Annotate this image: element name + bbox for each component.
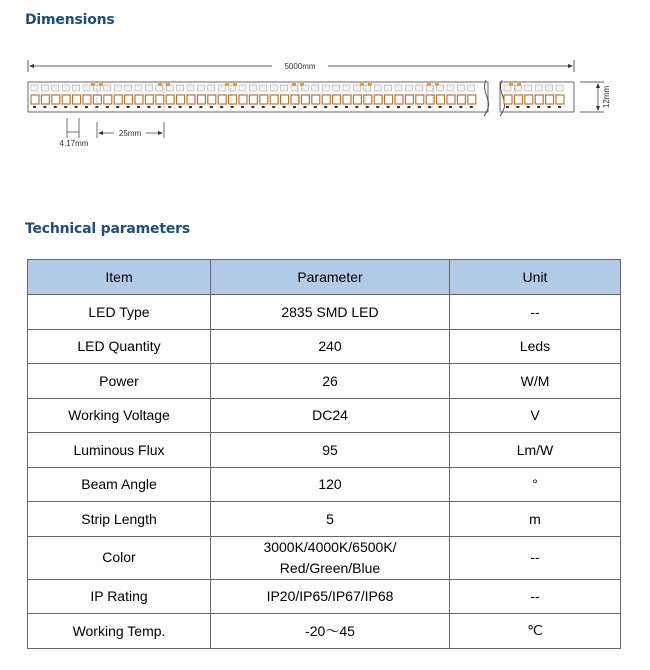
table-row [28,502,621,537]
resistor [428,106,431,108]
led-chip-top [343,85,350,91]
resistor [345,106,348,108]
led-strip-dimension-diagram [0,50,650,160]
led-chip [514,95,522,104]
resistor [127,106,130,108]
cell-parameter [211,295,450,330]
cell-unit: m [450,502,621,537]
led-chip-top [31,85,38,91]
cell-parameter-line: 26 [322,372,338,389]
resistor [106,106,109,108]
resistor [548,106,551,108]
solder-pad [427,83,431,86]
led-chip [145,95,153,104]
led-chip [374,95,382,104]
cell-unit: -- [450,536,621,579]
cut-unit-label: 25mm [118,129,142,138]
led-chip [41,95,49,104]
pitch-label: 4.17mm [59,139,89,148]
led-chip [208,95,216,104]
led-chip [83,95,91,104]
table-row [28,467,621,502]
resistor [251,106,254,108]
table-header-row [28,260,621,295]
led-chip [260,95,268,104]
header-unit: Unit [450,260,621,295]
led-chip [114,95,122,104]
led-chip-top [145,85,152,91]
cell-parameter [211,433,450,468]
resistor [116,106,119,108]
solder-pad [368,83,372,86]
cell-parameter [211,398,450,433]
led-chip-top [312,85,319,91]
led-chip [525,95,533,104]
led-chip-top [135,85,142,91]
led-chip [104,95,112,104]
cell-unit: V [450,398,621,433]
table-row [28,433,621,468]
resistor [179,106,182,108]
resistor [397,106,400,108]
resistor [303,106,306,108]
header-item: Item [28,260,211,295]
resistor [272,106,275,108]
resistor [449,106,452,108]
resistor [147,106,150,108]
technical-parameters-heading: Technical parameters [25,221,190,237]
led-chip [135,95,143,104]
cell-parameter [211,364,450,399]
resistor [189,106,192,108]
led-chip [239,95,247,104]
solder-pad [91,83,95,86]
width-label: 12mm [602,85,611,109]
led-chip [249,95,257,104]
resistor [262,106,265,108]
cell-parameter-line: IP20/IP65/IP67/IP68 [266,588,394,605]
table-row [28,364,621,399]
cell-unit: Lm/W [450,433,621,468]
led-chip [187,95,195,104]
led-chip [416,95,424,104]
resistor [366,106,369,108]
led-chip [73,95,81,104]
led-chip-top [83,85,90,91]
led-chip-top [468,85,475,91]
led-chip-top [270,85,277,91]
solder-pad [517,83,521,86]
resistor [199,106,202,108]
led-chip-top [457,85,464,91]
led-chip [52,95,60,104]
resistor [137,106,140,108]
led-chip-top [535,85,542,91]
resistor [407,106,410,108]
resistor [376,106,379,108]
led-chip [426,95,434,104]
resistor [335,106,338,108]
cell-item: Luminous Flux [28,433,211,468]
led-chip [447,95,455,104]
cell-parameter-line: 2835 SMD LED [281,303,379,320]
resistor [516,106,519,108]
led-chip-top [73,85,80,91]
led-chip [62,95,70,104]
led-chip-top [104,85,111,91]
cell-parameter-line: 95 [322,441,338,458]
led-chip-top [187,85,194,91]
total-length-label: 5000mm [284,62,316,71]
resistor [324,106,327,108]
led-chip [229,95,237,104]
led-chip [535,95,543,104]
solder-pad [360,83,364,86]
cell-parameter [211,467,450,502]
cell-item: IP Rating [28,579,211,614]
cell-unit: Leds [450,329,621,364]
cell-parameter [211,536,450,579]
resistor [527,106,530,108]
resistor [355,106,358,108]
led-chip-top [125,85,132,91]
led-chip [270,95,278,104]
table-row [28,579,621,614]
cell-parameter-line: 240 [318,338,342,355]
led-chip [385,95,393,104]
resistor [314,106,317,108]
led-chip [405,95,413,104]
cell-parameter [211,329,450,364]
led-chip-top [322,85,329,91]
solder-pad [300,83,304,86]
led-chip-top [218,85,225,91]
cell-unit: ° [450,467,621,502]
solder-pad [509,83,513,86]
led-chip-top [52,85,59,91]
resistor [43,106,46,108]
led-chip [31,95,39,104]
led-chip [301,95,309,104]
led-chip [156,95,164,104]
technical-parameters-table [27,259,621,649]
solder-pad [99,83,103,86]
cell-item: LED Type [28,295,211,330]
cell-item: Working Voltage [28,398,211,433]
led-chip [218,95,226,104]
cell-item: Strip Length [28,502,211,537]
cell-item: LED Quantity [28,329,211,364]
led-chip [437,95,445,104]
table-row [28,398,621,433]
resistor [33,106,36,108]
cell-parameter-line: Red/Green/Blue [279,559,381,576]
resistor [64,106,67,108]
led-chip-top [281,85,288,91]
solder-pad [166,83,170,86]
led-chip-top [525,85,532,91]
led-chip [291,95,299,104]
resistor [506,106,509,108]
resistor [210,106,213,108]
led-chip [177,95,185,104]
led-chip [333,95,341,104]
table-row [28,295,621,330]
solder-pad [435,83,439,86]
led-chip [312,95,320,104]
led-chip-top [546,85,553,91]
resistor [85,106,88,108]
solder-pad [225,83,229,86]
cell-unit: ℃ [450,614,621,649]
resistor [387,106,390,108]
led-chip-top [556,85,563,91]
table-row [28,536,621,579]
resistor [158,106,161,108]
led-chip [353,95,361,104]
cell-unit: -- [450,295,621,330]
resistor [220,106,223,108]
cell-parameter [211,614,450,649]
led-chip-top [405,85,412,91]
led-chip-top [374,85,381,91]
solder-pad [233,83,237,86]
led-chip [197,95,205,104]
led-chip-top [197,85,204,91]
resistor [459,106,462,108]
resistor [558,106,561,108]
led-chip [546,95,554,104]
resistor [439,106,442,108]
led-chip [125,95,133,104]
cell-parameter-line: 120 [318,476,342,493]
led-chip-top [395,85,402,91]
resistor [75,106,78,108]
cell-item: Power [28,364,211,399]
led-chip [457,95,465,104]
cell-unit: W/M [450,364,621,399]
led-chip-top [416,85,423,91]
header-parameter: Parameter [211,260,450,295]
led-chip [281,95,289,104]
cell-parameter [211,579,450,614]
resistor [54,106,57,108]
led-chip [343,95,351,104]
resistor [470,106,473,108]
cell-parameter-line: DC24 [312,407,348,424]
cell-parameter [211,502,450,537]
led-chip-top [239,85,246,91]
led-chip [364,95,372,104]
resistor [168,106,171,108]
led-chip [395,95,403,104]
table-row [28,329,621,364]
led-chip [468,95,476,104]
led-chip-top [385,85,392,91]
resistor [241,106,244,108]
led-chip-top [333,85,340,91]
table-row [28,614,621,649]
cell-item: Working Temp. [28,614,211,649]
led-chip [166,95,174,104]
cell-item: Beam Angle [28,467,211,502]
solder-pad [158,83,162,86]
cell-parameter-line: 3000K/4000K/6500K/ [263,538,397,555]
resistor [537,106,540,108]
resistor [418,106,421,108]
cell-parameter-line: 5 [326,510,334,527]
led-chip-top [249,85,256,91]
led-chip [504,95,512,104]
led-chip [556,95,564,104]
led-chip-top [447,85,454,91]
dimensions-heading: Dimensions [25,12,115,28]
resistor [283,106,286,108]
led-chip-top [62,85,69,91]
led-chip-top [208,85,215,91]
led-chip [322,95,330,104]
led-chip-top [114,85,121,91]
led-chip [93,95,101,104]
led-chip-top [177,85,184,91]
cell-item: Color [28,536,211,579]
resistor [293,106,296,108]
led-chip-top [353,85,360,91]
solder-pad [292,83,296,86]
led-chip-top [260,85,267,91]
cell-parameter-line: -20～45 [305,622,355,639]
cell-unit: -- [450,579,621,614]
led-chip-top [41,85,48,91]
